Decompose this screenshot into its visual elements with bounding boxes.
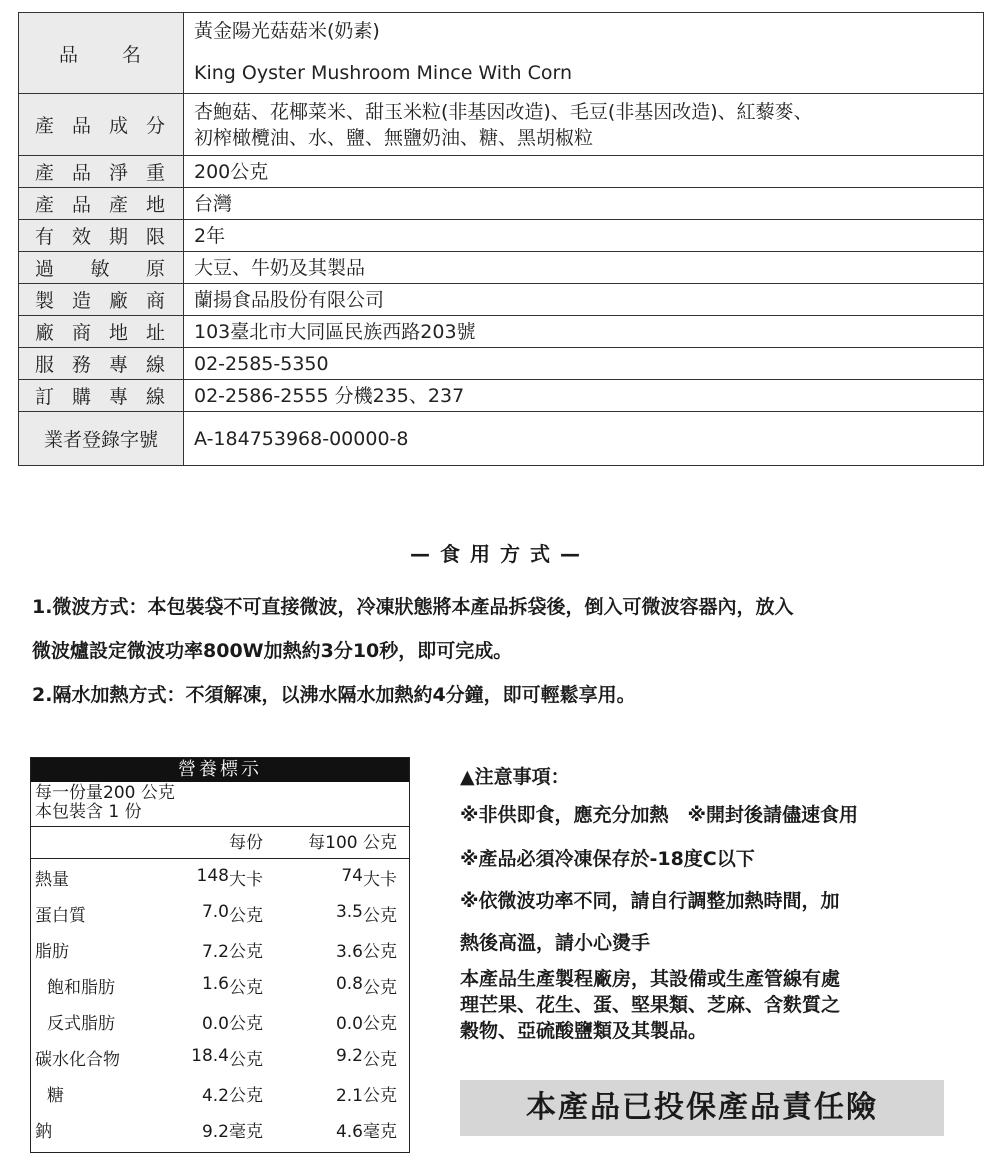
note-heat-before-eating: ※非供即食，應充分加熱 ※開封後請儘速食用 bbox=[460, 804, 858, 826]
spec-value-order-line: 02-2586-2555 分機235、237 bbox=[184, 380, 984, 412]
col-per-100g: 每100 公克 bbox=[308, 833, 397, 853]
spec-value-ingredients: 杏鮑菇、花椰菜米、甜玉米粒(非基因改造)、毛豆(非基因改造)、紅藜麥、 初榨橄欖油、水、鹽、無鹽奶油、糖、黑胡椒粒 bbox=[184, 94, 984, 156]
nutrient-per-100g: 2.1公克 bbox=[335, 1085, 397, 1106]
nutrition-serving-info bbox=[31, 782, 409, 827]
product-spec-table bbox=[18, 12, 984, 466]
nutrient-per-serving: 18.4公克 bbox=[191, 1045, 263, 1070]
nutrient-name: 鈉 bbox=[35, 1121, 52, 1142]
note-frozen-storage: ※產品必須冷凍保存於-18度C以下 bbox=[460, 848, 755, 870]
nutrition-row bbox=[31, 895, 409, 931]
spec-label-shelf-life: 有 效 期 限 bbox=[19, 220, 184, 252]
notes-heading: ▲注意事項： bbox=[460, 766, 570, 788]
note-allergen-facility: 本產品生產製程廠房，其設備或生產管線有處 理芒果、花生、蛋、堅果類、芝麻、含麩質之 穀物、亞硫酸鹽類及其製品。 bbox=[460, 968, 841, 1042]
nutrition-row bbox=[31, 1111, 409, 1147]
nutrition-title: 營養標示 bbox=[31, 758, 409, 782]
nutrition-row bbox=[31, 859, 409, 895]
nutrition-row bbox=[31, 1075, 409, 1111]
product-name-en: King Oyster Mushroom Mince With Corn bbox=[194, 62, 573, 84]
spec-label-name: 品 名 bbox=[19, 13, 184, 94]
nutrient-per-serving: 7.0公克 bbox=[201, 901, 263, 926]
nutrition-row bbox=[31, 1003, 409, 1039]
spec-value-service-line: 02-2585-5350 bbox=[184, 348, 984, 380]
spec-value-manufacturer: 蘭揚食品股份有限公司 bbox=[184, 284, 984, 316]
spec-label-manufacturer: 製 造 廠 商 bbox=[19, 284, 184, 316]
nutrient-name: 飽和脂肪 bbox=[47, 977, 115, 998]
note-adjust-heating: ※依微波功率不同，請自行調整加熱時間，加 bbox=[460, 890, 840, 912]
spec-label-registration: 業者登錄字號 bbox=[19, 412, 184, 466]
nutrient-per-serving: 4.2公克 bbox=[201, 1085, 263, 1106]
usage-steam-line: 2.隔水加熱方式：不須解凍，以沸水隔水加熱約4分鐘，即可輕鬆享用。 bbox=[32, 684, 636, 706]
col-per-serving: 每份 bbox=[229, 833, 263, 853]
nutrient-per-100g: 0.0公克 bbox=[335, 1013, 397, 1034]
nutrient-per-serving: 0.0公克 bbox=[201, 1013, 263, 1034]
nutrient-name: 碳水化合物 bbox=[35, 1049, 120, 1070]
nutrient-per-serving: 148大卡 bbox=[196, 865, 263, 890]
nutrition-row bbox=[31, 1039, 409, 1075]
nutrition-row bbox=[31, 967, 409, 1003]
spec-value-allergen: 大豆、牛奶及其製品 bbox=[184, 252, 984, 284]
spec-label-address: 廠 商 地 址 bbox=[19, 316, 184, 348]
servings-per-package: 本包裝含 1 份 bbox=[35, 802, 142, 822]
spec-value-address: 103臺北市大同區民族西路203號 bbox=[184, 316, 984, 348]
spec-value-registration: A-184753968-00000-8 bbox=[184, 412, 984, 466]
nutrient-per-serving: 7.2公克 bbox=[201, 941, 263, 962]
spec-value-shelf-life: 2年 bbox=[184, 220, 984, 252]
spec-label-weight: 產 品 淨 重 bbox=[19, 156, 184, 188]
usage-title: —食用方式— bbox=[410, 542, 590, 566]
note-hot-warning: 熱後高溫，請小心燙手 bbox=[460, 932, 651, 954]
nutrient-per-serving: 9.2毫克 bbox=[201, 1121, 263, 1142]
serving-size: 每一份量200 公克 bbox=[35, 783, 175, 803]
spec-label-order-line: 訂 購 專 線 bbox=[19, 380, 184, 412]
nutrient-name: 脂肪 bbox=[35, 941, 69, 962]
spec-label-ingredients: 產 品 成 分 bbox=[19, 94, 184, 156]
product-name-zh: 黃金陽光菇菇米(奶素) bbox=[194, 20, 380, 42]
spec-label-origin: 產 品 產 地 bbox=[19, 188, 184, 220]
nutrient-per-serving: 1.6公克 bbox=[201, 973, 263, 998]
spec-value-origin: 台灣 bbox=[184, 188, 984, 220]
nutrient-per-100g: 74大卡 bbox=[341, 865, 397, 890]
usage-microwave-line1: 1.微波方式：本包裝袋不可直接微波，冷凍狀態將本產品拆袋後，倒入可微波容器內，放入 bbox=[32, 596, 794, 618]
liability-insurance-banner: 本產品已投保產品責任險 bbox=[460, 1080, 944, 1136]
nutrition-facts-panel bbox=[30, 757, 410, 1153]
nutrient-per-100g: 9.2公克 bbox=[335, 1045, 397, 1070]
nutrient-per-100g: 0.8公克 bbox=[335, 973, 397, 998]
nutrient-name: 蛋白質 bbox=[35, 905, 86, 926]
nutrient-per-100g: 3.6公克 bbox=[335, 941, 397, 962]
usage-microwave-line2: 微波爐設定微波功率800W加熱約3分10秒，即可完成。 bbox=[32, 640, 513, 662]
spec-label-allergen: 過 敏 原 bbox=[19, 252, 184, 284]
nutrition-row bbox=[31, 931, 409, 967]
nutrient-name: 糖 bbox=[47, 1085, 64, 1106]
nutrition-column-headers bbox=[31, 827, 409, 859]
spec-label-service-line: 服 務 專 線 bbox=[19, 348, 184, 380]
nutrient-per-100g: 4.6毫克 bbox=[335, 1121, 397, 1142]
nutrient-name: 反式脂肪 bbox=[47, 1013, 115, 1034]
nutrient-per-100g: 3.5公克 bbox=[335, 901, 397, 926]
nutrient-name: 熱量 bbox=[35, 869, 69, 890]
spec-value-name bbox=[184, 13, 984, 94]
nutrition-rows bbox=[31, 859, 409, 1147]
spec-value-weight: 200公克 bbox=[184, 156, 984, 188]
